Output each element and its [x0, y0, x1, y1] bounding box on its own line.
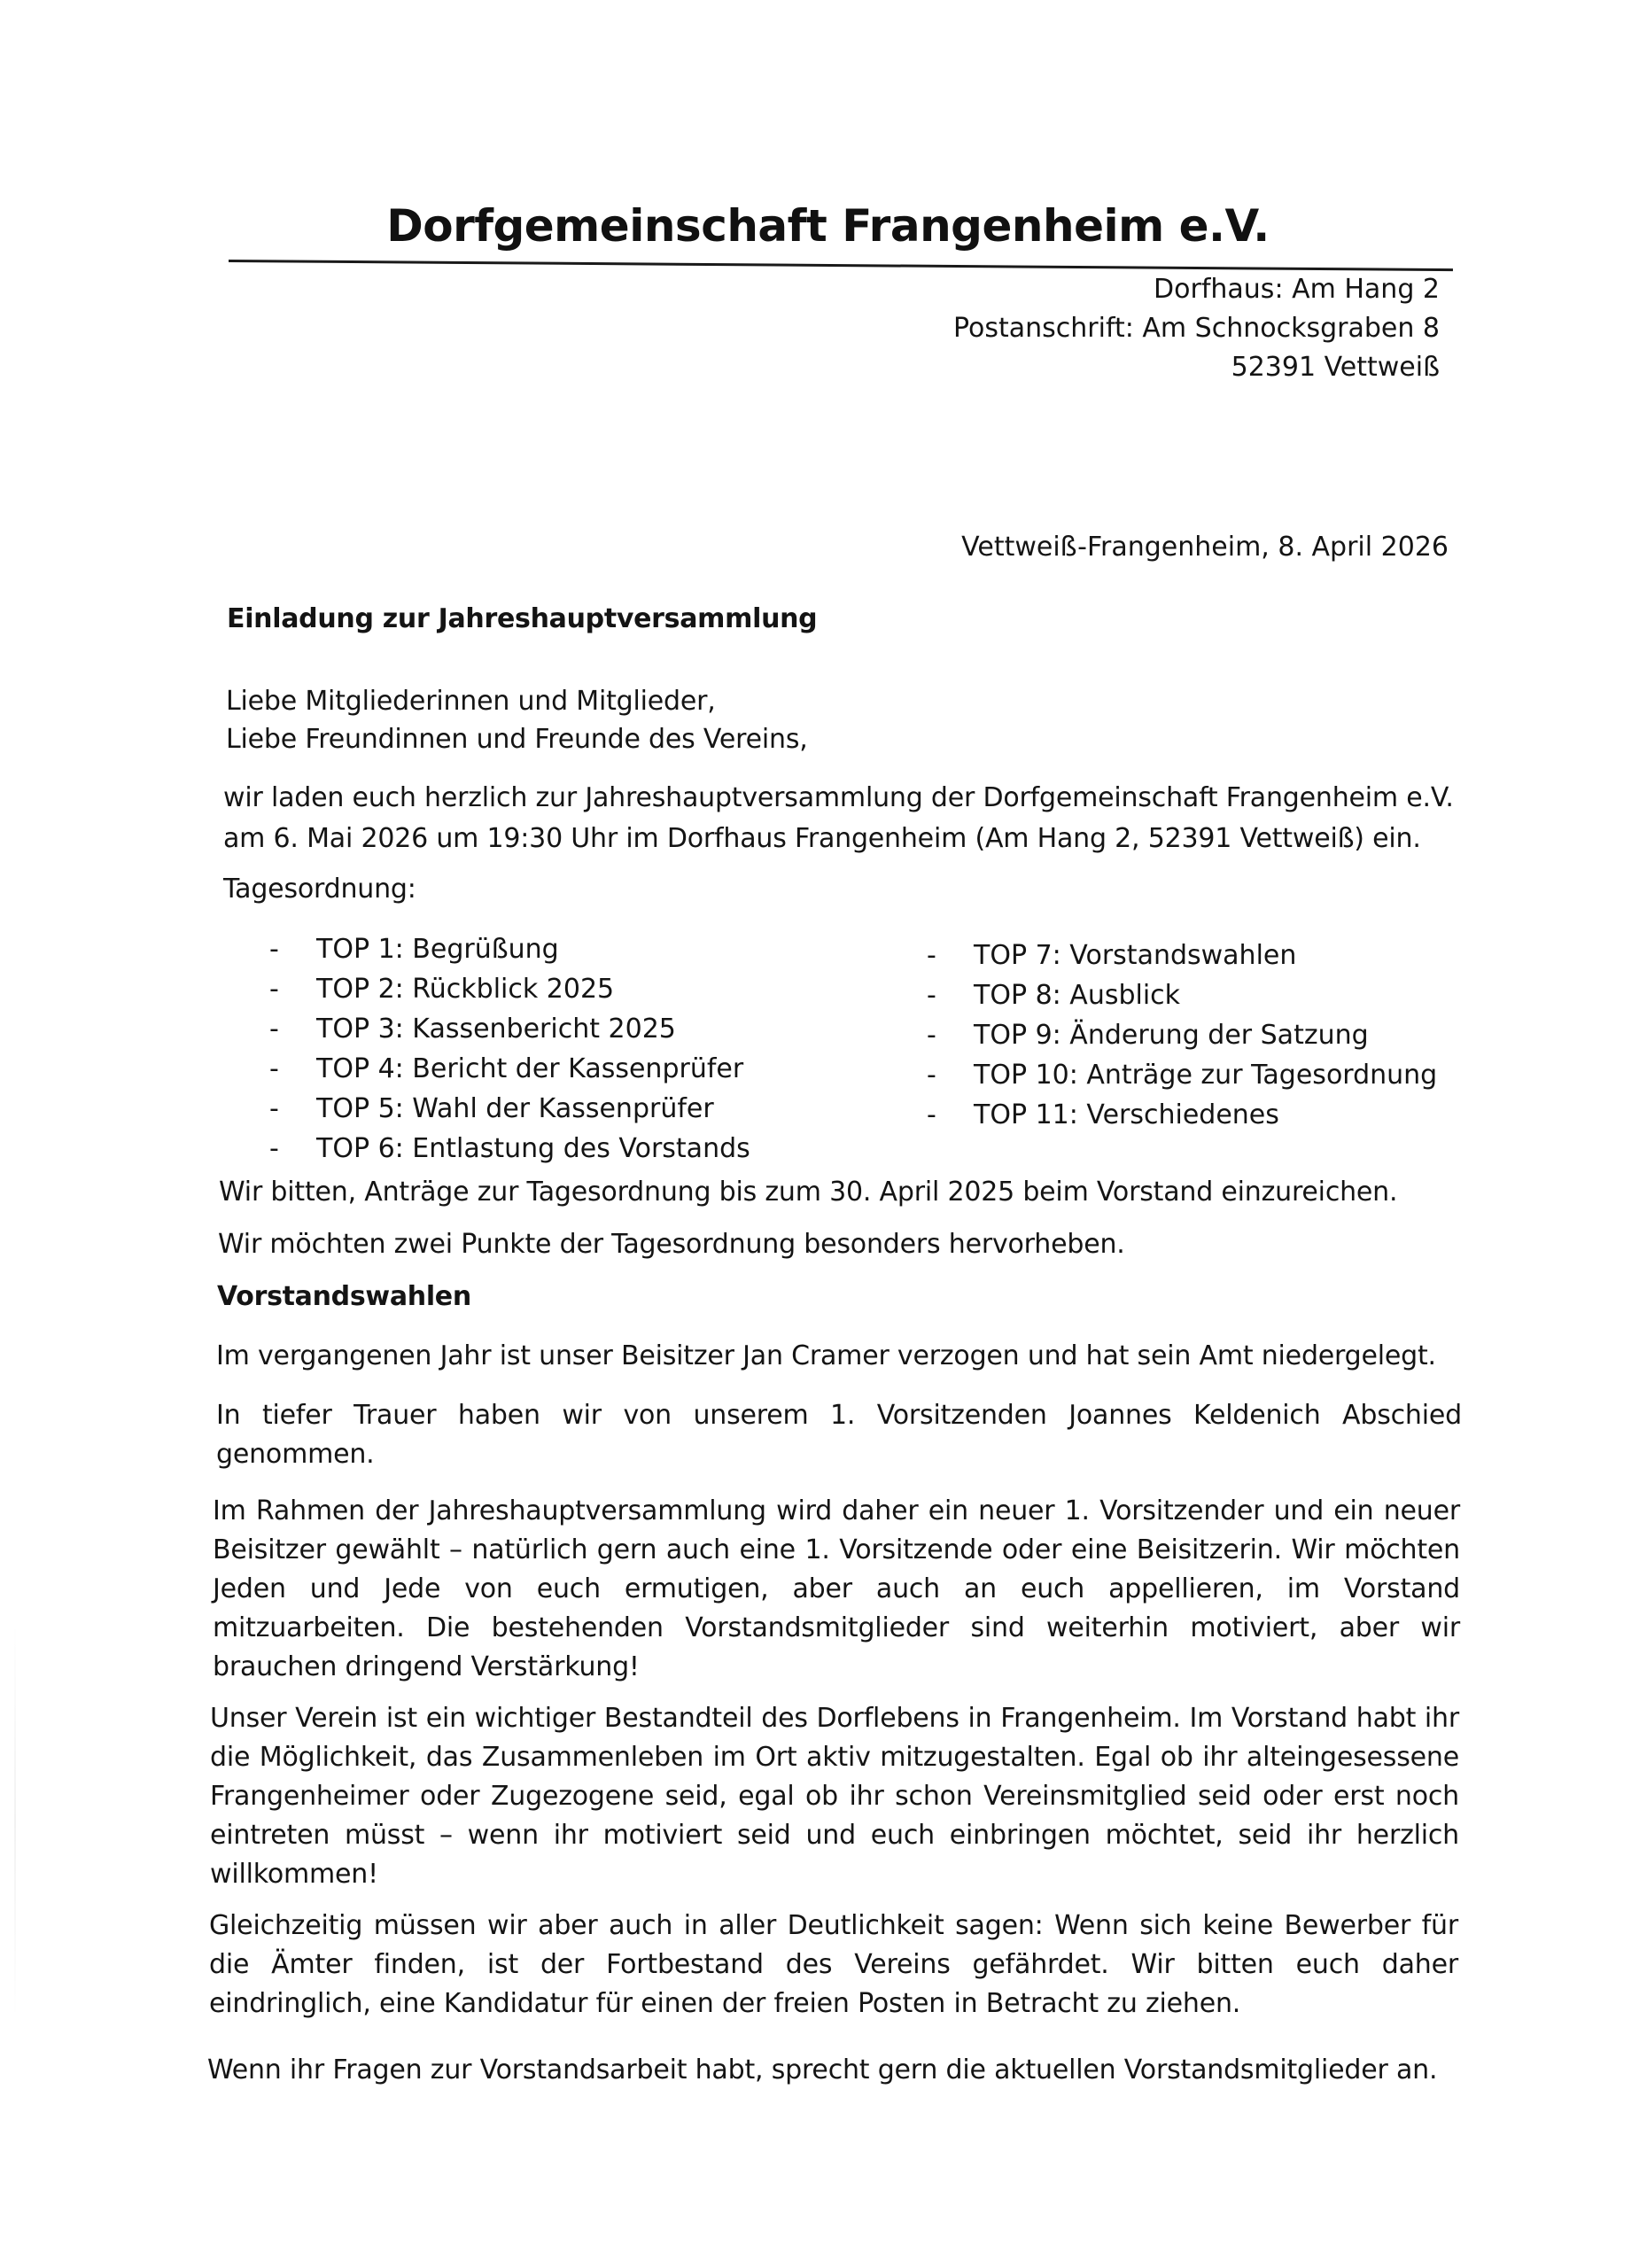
- agenda-item: [927, 1055, 1494, 1095]
- agenda-list-right: [927, 936, 1494, 1135]
- dash-bullet-icon: -: [927, 940, 936, 971]
- agenda-item-text: TOP 1: Begrüßung: [316, 934, 559, 965]
- address-line-dorfhaus: Dorfhaus: Am Hang 2: [1154, 274, 1440, 305]
- agenda-item: [927, 1015, 1494, 1055]
- place-date: Vettweiß-Frangenheim, 8. April 2026: [961, 532, 1449, 563]
- intro-line-1: wir laden euch herzlich zur Jahreshauptversammlung der Dorfgemeinschaft Frangenheim e.V.: [223, 782, 1454, 813]
- agenda-item: [927, 936, 1494, 975]
- agenda-item-text: TOP 8: Ausblick: [974, 980, 1181, 1011]
- paragraph-condolence: In tiefer Trauer haben wir von unserem 1. Vorsitzenden Joannes Keldenich Abschied genommen.: [216, 1400, 1462, 1470]
- agenda-item-text: TOP 5: Wahl der Kassenprüfer: [316, 1093, 714, 1124]
- paragraph-warning: Gleichzeitig müssen wir aber auch in aller Deutlichkeit sagen: Wenn sich keine Bewerber für die Ämter finden, ist der Fortbestand des Vereins gefährdet. Wir bitten euch daher eindringlich, eine Kandidatur für einen der freien Posten in Betracht zu ziehen.: [209, 1910, 1458, 2019]
- letter-subject: Einladung zur Jahreshauptversammlung: [227, 603, 818, 634]
- agenda-item: [269, 1129, 836, 1169]
- agenda-item: [269, 929, 836, 969]
- dash-bullet-icon: -: [927, 1020, 936, 1051]
- motion-deadline-note: Wir bitten, Anträge zur Tagesordnung bis zum 30. April 2025 beim Vorstand einzureichen.: [219, 1177, 1398, 1208]
- paragraph-resignation: Im vergangenen Jahr ist unser Beisitzer Jan Cramer verzogen und hat sein Amt niedergelegt.: [216, 1340, 1436, 1371]
- agenda-item-text: TOP 9: Änderung der Satzung: [974, 1020, 1369, 1051]
- agenda-item-text: TOP 10: Anträge zur Tagesordnung: [974, 1060, 1438, 1091]
- section-heading-vorstandswahlen: Vorstandswahlen: [217, 1281, 471, 1312]
- agenda-item: [927, 1095, 1494, 1135]
- dash-bullet-icon: -: [269, 934, 279, 965]
- paragraph-contact: Wenn ihr Fragen zur Vorstandsarbeit habt, sprecht gern die aktuellen Vorstandsmitglieder an.: [207, 2054, 1438, 2085]
- intro-line-2: am 6. Mai 2026 um 19:30 Uhr im Dorfhaus Frangenheim (Am Hang 2, 52391 Vettweiß) ein.: [223, 823, 1421, 854]
- dash-bullet-icon: -: [269, 974, 279, 1005]
- dash-bullet-icon: -: [269, 1053, 279, 1084]
- agenda-item-text: TOP 2: Rückblick 2025: [316, 974, 615, 1005]
- agenda-item-text: TOP 3: Kassenbericht 2025: [316, 1014, 676, 1045]
- organization-title: Dorfgemeinschaft Frangenheim e.V.: [386, 200, 1270, 252]
- salutation-line-members: Liebe Mitgliederinnen und Mitglieder,: [226, 686, 716, 717]
- address-line-postanschrift: Postanschrift: Am Schnocksgraben 8: [952, 313, 1440, 344]
- agenda-list-left: [269, 929, 836, 1169]
- paragraph-election-call: Im Rahmen der Jahreshauptversammlung wird daher ein neuer 1. Vorsitzender und ein neuer Beisitzer gewählt – natürlich gern auch eine 1. Vorsitzende oder eine Beisitzerin. Wir möchten Jeden und Jede von euch ermutigen, aber auch an euch appellieren, im Vorstand mitzuarbeiten. Die bestehenden Vorstandsmitglieder sind weiterhin motiviert, aber wir brauchen dringend Verstärkung!: [213, 1495, 1460, 1682]
- dash-bullet-icon: -: [927, 1060, 936, 1091]
- paragraph-club-importance: Unser Verein ist ein wichtiger Bestandteil des Dorflebens in Frangenheim. Im Vorstand habt ihr die Möglichkeit, das Zusammenleben im Ort aktiv mitzugestalten. Egal ob ihr alteingesessene Frangenheimer oder Zugezogene seid, egal ob ihr schon Vereinsmitglied seid oder erst noch eintreten müsst – wenn ihr motiviert seid und euch einbringen möchtet, seid ihr herzlich willkommen!: [210, 1703, 1459, 1890]
- agenda-item: [269, 1089, 836, 1129]
- agenda-item: [927, 975, 1494, 1015]
- agenda-item: [269, 969, 836, 1009]
- dash-bullet-icon: -: [269, 1093, 279, 1124]
- agenda-item: [269, 1049, 836, 1089]
- dash-bullet-icon: -: [269, 1014, 279, 1045]
- agenda-item-text: TOP 4: Bericht der Kassenprüfer: [316, 1053, 744, 1084]
- address-line-city: 52391 Vettweiß: [1231, 352, 1440, 383]
- dash-bullet-icon: -: [269, 1133, 279, 1164]
- dash-bullet-icon: -: [927, 980, 936, 1011]
- agenda-item-text: TOP 11: Verschiedenes: [974, 1099, 1279, 1130]
- scan-edge-artifact: [14, 1621, 16, 2020]
- agenda-item: [269, 1009, 836, 1049]
- sender-address: [953, 270, 1440, 387]
- highlight-note: Wir möchten zwei Punkte der Tagesordnung besonders hervorheben.: [218, 1229, 1125, 1260]
- salutation: [226, 682, 808, 758]
- invitation-intro: [223, 778, 1454, 859]
- agenda-label: Tagesordnung:: [223, 874, 416, 905]
- dash-bullet-icon: -: [927, 1099, 936, 1130]
- agenda-item-text: TOP 6: Entlastung des Vorstands: [316, 1133, 750, 1164]
- agenda-item-text: TOP 7: Vorstandswahlen: [974, 940, 1297, 971]
- salutation-line-friends: Liebe Freundinnen und Freunde des Vereins,: [226, 724, 808, 755]
